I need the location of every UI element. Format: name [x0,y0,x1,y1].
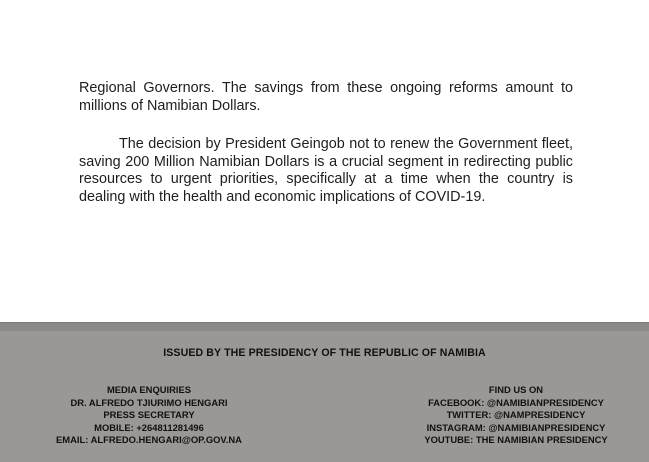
email-address: EMAIL: ALFREDO.HENGARI@OP.GOV.NA [56,434,242,446]
social-media-block [392,384,640,447]
youtube-channel: YOUTUBE: THE NAMIBIAN PRESIDENCY [424,434,608,446]
mobile-number: MOBILE: +264811281496 [94,421,204,433]
twitter-handle: TWITTER: @NAMPRESIDENCY [446,409,586,421]
find-us-heading: FIND US ON [488,384,544,395]
issued-by-line: ISSUED BY THE PRESIDENCY OF THE REPUBLIC OF NAMIBIA [163,347,486,359]
facebook-handle: FACEBOOK: @NAMIBIANPRESIDENCY [428,396,604,408]
instagram-handle: INSTAGRAM: @NAMIBIANPRESIDENCY [426,421,606,433]
media-enquiries-heading: MEDIA ENQUIRIES [106,384,192,395]
press-release-footer [0,322,649,462]
body-paragraph-2: The decision by President Geingob not to renew the Government fleet, saving 200 Million Namibian Dollars is a crucial segment in redirecting public resources to urgent priorities, specifically at a time when the country is dealing with the health and economic implications of COVID-19. [79,136,573,205]
footer-top-band [0,323,649,331]
media-enquiries-block [0,384,298,447]
press-secretary-title: PRESS SECRETARY [103,409,195,421]
press-secretary-name: DR. ALFREDO TJIURIMO HENGARI [70,396,228,408]
body-paragraph-1: Regional Governors. The savings from these ongoing reforms amount to millions of Namibian Dollars. [79,80,573,114]
